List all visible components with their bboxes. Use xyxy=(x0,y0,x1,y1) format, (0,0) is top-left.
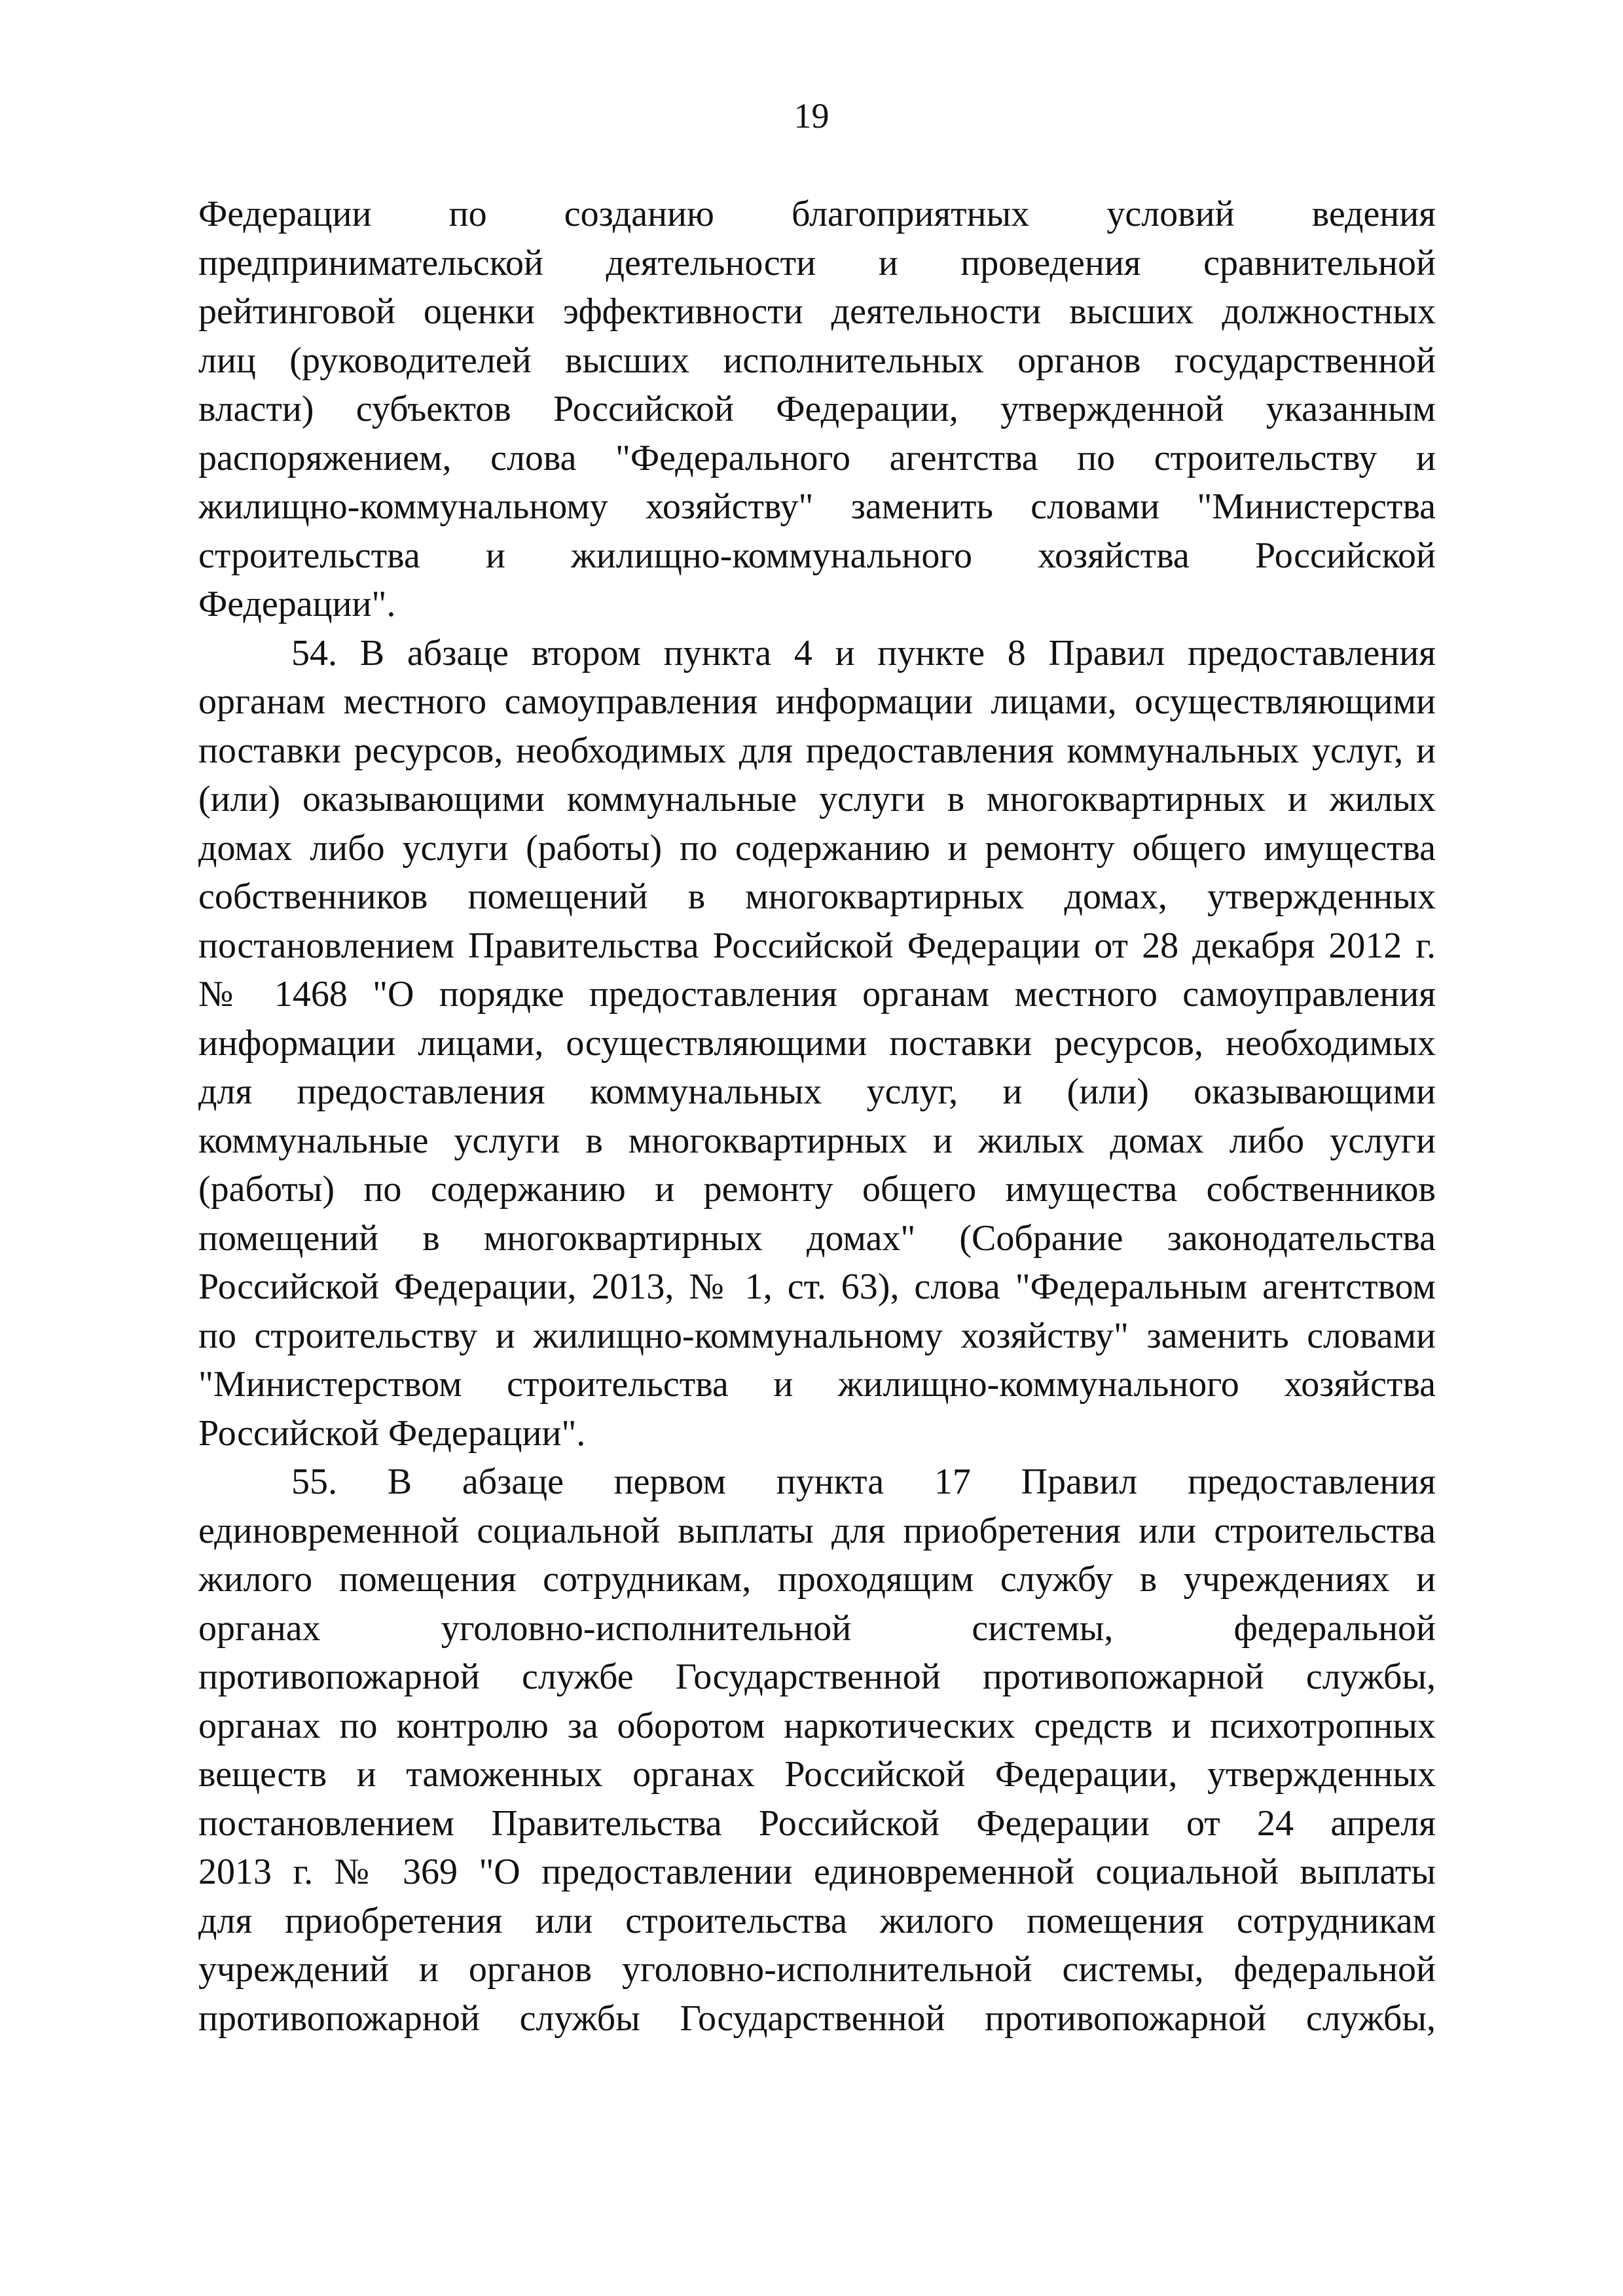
text-line: Российской Федерации, 2013, № 1, ст. 63), слова "Федеральным агентством xyxy=(198,1266,1436,1307)
text-line: поставки ресурсов, необходимых для предоставления коммунальных услуг, и xyxy=(198,730,1436,771)
text-line: по строительству и жилищно-коммунальному хозяйству" заменить словами xyxy=(198,1315,1436,1356)
text-line: единовременной социальной выплаты для приобретения или строительства xyxy=(198,1510,1436,1551)
text-line: Федерации". xyxy=(198,584,396,624)
text-line: предпринимательской деятельности и проведения сравнительной xyxy=(198,242,1436,283)
text-line: для приобретения или строительства жилого помещения сотрудникам xyxy=(198,1900,1436,1941)
text-line: строительства и жилищно-коммунального хозяйства Российской xyxy=(198,535,1436,576)
text-line: № 1468 "О порядке предоставления органам местного самоуправления xyxy=(198,974,1436,1014)
text-line: постановлением Правительства Российской Федерации от 24 апреля xyxy=(198,1803,1436,1844)
text-line: информации лицами, осуществляющими поставки ресурсов, необходимых xyxy=(198,1022,1436,1064)
page-number: 19 xyxy=(793,96,830,135)
text-line: Федерации по созданию благоприятных условий ведения xyxy=(198,194,1436,234)
text-line: органах уголовно-исполнительной системы, федеральной xyxy=(198,1607,1436,1649)
text-line: веществ и таможенных органах Российской Федерации, утвержденных xyxy=(198,1754,1436,1795)
text-line: коммунальные услуги в многоквартирных и жилых домах либо услуги xyxy=(198,1120,1436,1161)
text-line: домах либо услуги (работы) по содержанию и ремонту общего имущества xyxy=(198,827,1436,869)
text-line: (работы) по содержанию и ремонту общего имущества собственников xyxy=(198,1169,1436,1210)
text-line: рейтинговой оценки эффективности деятельности высших должностных xyxy=(198,291,1436,332)
text-line: учреждений и органов уголовно-исполнительной системы, федеральной xyxy=(198,1949,1436,1990)
text-line: распоряжением, слова "Федерального агентства по строительству и xyxy=(198,437,1436,478)
text-line: жилищно-коммунальному хозяйству" заменить словами "Министерства xyxy=(198,486,1436,527)
text-line: собственников помещений в многоквартирных домах, утвержденных xyxy=(198,876,1436,917)
text-line: постановлением Правительства Российской Федерации от 28 декабря 2012 г. xyxy=(198,925,1436,966)
text-line: жилого помещения сотрудникам, проходящим службу в учреждениях и xyxy=(198,1559,1436,1600)
text-line: противопожарной службы Государственной противопожарной службы, xyxy=(198,1998,1436,2039)
text-line: для предоставления коммунальных услуг, и (или) оказывающими xyxy=(198,1071,1436,1112)
text-line: противопожарной службе Государственной противопожарной службы, xyxy=(198,1657,1436,1697)
text-line: Российской Федерации". xyxy=(198,1412,586,1454)
document-body xyxy=(198,190,1436,2043)
text-line: власти) субъектов Российской Федерации, утвержденной указанным xyxy=(198,389,1436,429)
text-line: помещений в многоквартирных домах" (Собрание законодательства xyxy=(198,1217,1436,1259)
text-line: "Министерством строительства и жилищно-коммунального хозяйства xyxy=(198,1364,1436,1405)
text-line: 54. В абзаце втором пункта 4 и пункте 8 Правил предоставления xyxy=(291,632,1436,673)
text-line: лиц (руководителей высших исполнительных органов государственной xyxy=(198,340,1436,381)
text-line: органах по контролю за оборотом наркотических средств и психотропных xyxy=(198,1705,1436,1746)
text-line: 55. В абзаце первом пункта 17 Правил предоставления xyxy=(291,1462,1436,1502)
text-line: 2013 г. № 369 "О предоставлении единовременной социальной выплаты xyxy=(198,1852,1436,1892)
text-line: органам местного самоуправления информации лицами, осуществляющими xyxy=(198,681,1436,722)
text-line: (или) оказывающими коммунальные услуги в многоквартирных и жилых xyxy=(198,779,1436,819)
